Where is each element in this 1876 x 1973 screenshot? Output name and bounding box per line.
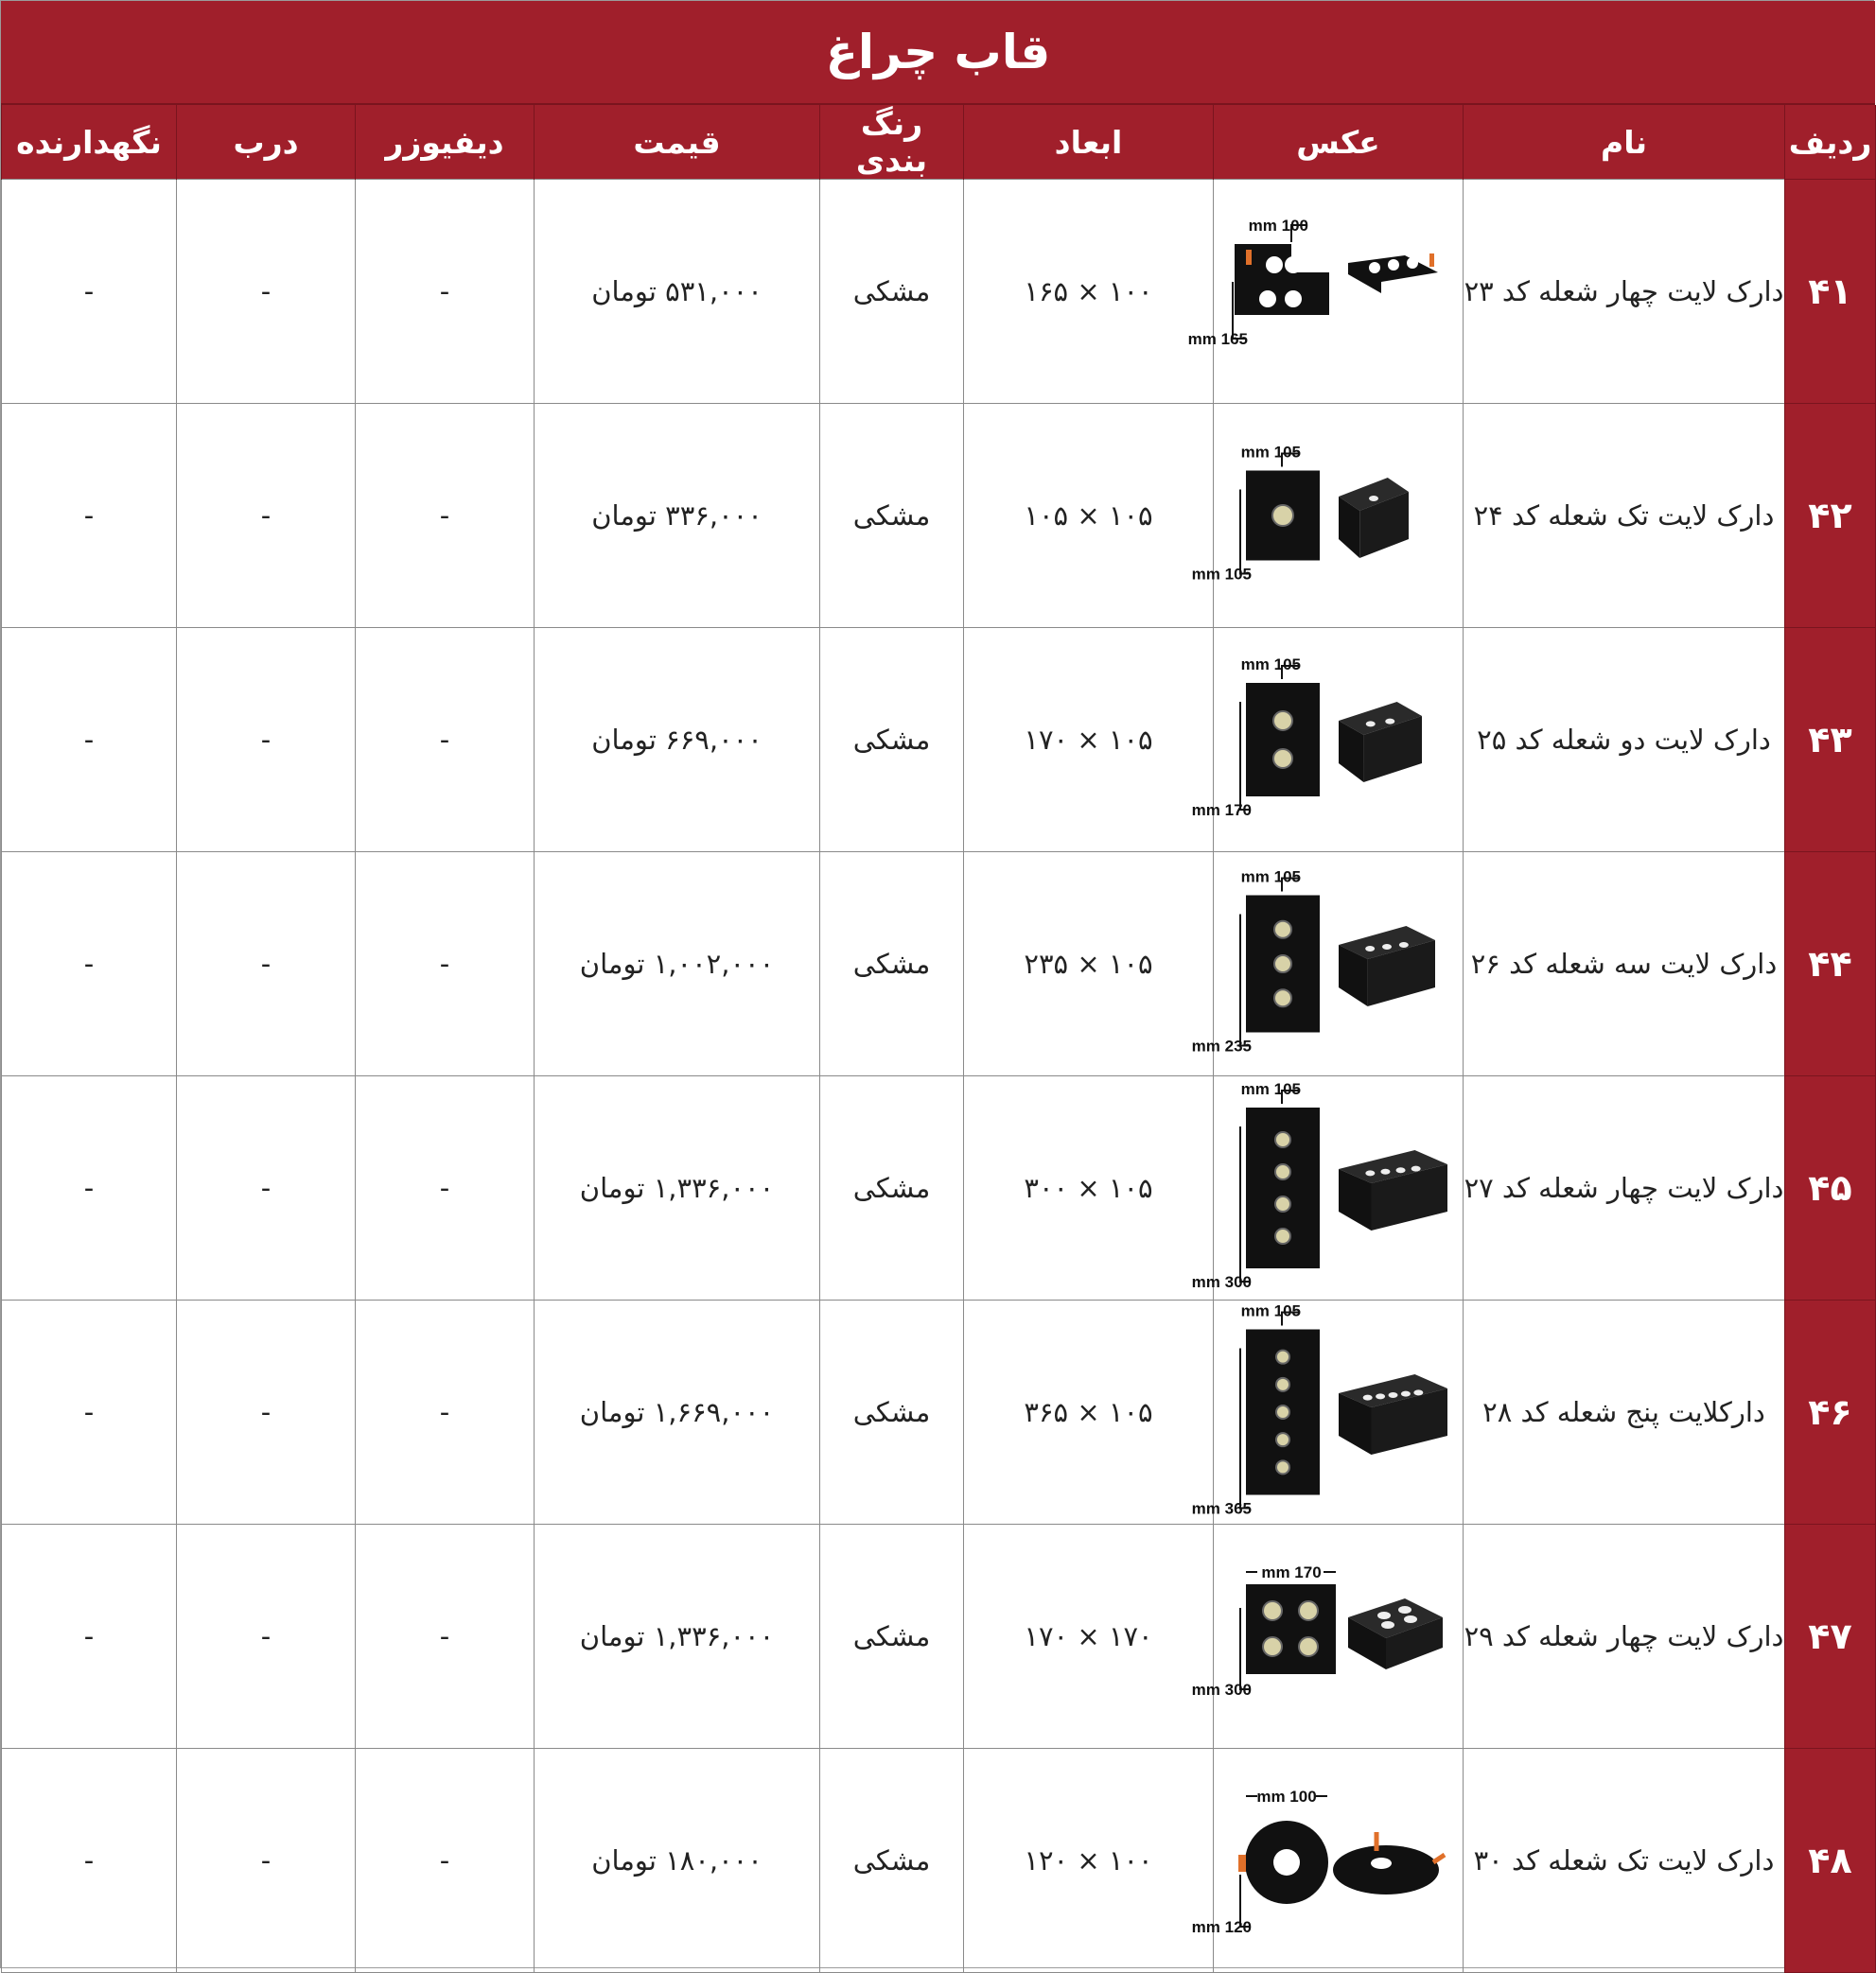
- product-holder: -: [2, 852, 177, 1076]
- product-color: مشکی: [820, 180, 964, 404]
- product-photo: [1191, 1076, 1464, 1301]
- product-name: دارک لایت سه شعله کد ۲۶: [1464, 852, 1785, 1076]
- led-icon: [1276, 1433, 1289, 1446]
- dimension-label: 105 mm: [1240, 1080, 1301, 1098]
- led-icon: [1273, 749, 1292, 768]
- dimension-label: 235 mm: [1191, 1037, 1252, 1056]
- table-row: [2, 1749, 1876, 1973]
- product-holder: -: [2, 1749, 177, 1973]
- product-color: مشکی: [820, 1301, 964, 1525]
- product-diffuser: -: [356, 180, 535, 404]
- col-header-row-no: ردیف: [1785, 105, 1876, 180]
- led-icon: [1276, 1460, 1289, 1474]
- product-diffuser: -: [356, 1749, 535, 1973]
- fixture-image: [1191, 636, 1452, 844]
- product-photo: [1191, 1301, 1464, 1525]
- table-row: [2, 404, 1876, 628]
- row-no-cell: ۴۱: [1785, 180, 1876, 404]
- led-icon: [1276, 1378, 1289, 1391]
- product-door: -: [177, 404, 356, 628]
- product-photo: [1191, 628, 1464, 852]
- col-header-price: قیمت: [535, 105, 820, 180]
- col-header-door: درب: [177, 105, 356, 180]
- product-door: -: [177, 1525, 356, 1749]
- dimension-label: 105 mm: [1240, 867, 1301, 886]
- table-title: قاب چراغ: [1, 1, 1875, 105]
- led-icon: [1299, 1637, 1318, 1656]
- fixture-image: [1191, 860, 1452, 1068]
- led-icon: [1273, 711, 1292, 730]
- product-color: مشکی: [820, 1076, 964, 1301]
- fixture-image: [1191, 1080, 1452, 1292]
- dimension-label: 105 mm: [1191, 565, 1252, 584]
- fixture-image: [1191, 1301, 1452, 1518]
- dimension-label: 165 mm: [1187, 330, 1248, 348]
- product-dimensions: ۱۰۰ × ۱۶۵: [964, 180, 1214, 404]
- product-diffuser: -: [356, 852, 535, 1076]
- product-dimensions: ۱۷۰ × ۱۷۰: [964, 1525, 1214, 1749]
- table-row: [2, 180, 1876, 404]
- table-row: [2, 1525, 1876, 1749]
- product-holder: -: [2, 1301, 177, 1525]
- product-price: ۱,۶۶۹,۰۰۰ تومان: [535, 1301, 820, 1525]
- table-row: [2, 1076, 1876, 1301]
- dimension-label: 170 mm: [1260, 1563, 1322, 1581]
- led-icon: [1274, 921, 1291, 938]
- col-header-name: نام: [1464, 105, 1785, 180]
- dimension-label: 105 mm: [1240, 655, 1301, 673]
- led-icon: [1276, 1406, 1289, 1419]
- led-icon: [1275, 1132, 1290, 1147]
- dimension-label: 170 mm: [1191, 801, 1252, 819]
- led-icon: [1299, 1601, 1318, 1620]
- fixture-image: [1187, 187, 1452, 395]
- product-holder: -: [2, 628, 177, 852]
- product-photo: [1191, 404, 1464, 628]
- led-icon: [1274, 955, 1291, 972]
- product-name: دارک لایت چهار شعله کد ۲۳: [1464, 180, 1785, 404]
- product-price: ۶۶۹,۰۰۰ تومان: [535, 628, 820, 852]
- product-diffuser: -: [356, 1076, 535, 1301]
- led-icon: [1272, 505, 1293, 526]
- dimension-label: 105 mm: [1240, 1301, 1301, 1320]
- product-diffuser: -: [356, 1301, 535, 1525]
- product-color: مشکی: [820, 1525, 964, 1749]
- product-holder: -: [2, 180, 177, 404]
- product-color: مشکی: [820, 404, 964, 628]
- product-price: ۳۳۶,۰۰۰ تومان: [535, 404, 820, 628]
- product-photo: [1191, 1749, 1464, 1973]
- product-name: دارک لایت تک شعله کد ۲۴: [1464, 404, 1785, 628]
- product-name: دارک لایت تک شعله کد ۳۰: [1464, 1749, 1785, 1973]
- product-dimensions: ۱۰۵ × ۱۷۰: [964, 628, 1214, 852]
- product-name: دارکلایت پنج شعله کد ۲۸: [1464, 1301, 1785, 1525]
- led-icon: [1274, 989, 1291, 1006]
- product-diffuser: -: [356, 628, 535, 852]
- dimension-label: 100 mm: [1248, 217, 1308, 235]
- product-door: -: [177, 1076, 356, 1301]
- led-icon: [1275, 1164, 1290, 1179]
- row-no-cell: ۴۶: [1785, 1301, 1876, 1525]
- product-price: ۱,۳۳۶,۰۰۰ تومان: [535, 1076, 820, 1301]
- row-no-cell: ۴۲: [1785, 404, 1876, 628]
- led-icon: [1263, 1637, 1282, 1656]
- product-dimensions: ۱۰۵ × ۲۳۵: [964, 852, 1214, 1076]
- col-header-dimensions: ابعاد: [964, 105, 1214, 180]
- row-no-cell: ۴۷: [1785, 1525, 1876, 1749]
- product-door: -: [177, 1301, 356, 1525]
- product-dimensions: ۱۰۵ × ۳۶۵: [964, 1301, 1214, 1525]
- product-door: -: [177, 852, 356, 1076]
- product-photo: [1191, 852, 1464, 1076]
- product-price: ۱,۳۳۶,۰۰۰ تومان: [535, 1525, 820, 1749]
- product-price: ۱,۰۰۲,۰۰۰ تومان: [535, 852, 820, 1076]
- header-row: [2, 105, 1876, 180]
- product-color: مشکی: [820, 852, 964, 1076]
- product-diffuser: -: [356, 1525, 535, 1749]
- led-icon: [1275, 1229, 1290, 1244]
- product-name: دارک لایت چهار شعله کد ۲۷: [1464, 1076, 1785, 1301]
- col-header-photo: عکس: [1214, 105, 1464, 180]
- dimension-label: 120 mm: [1191, 1918, 1252, 1936]
- led-icon: [1275, 1196, 1290, 1212]
- product-dimensions: ۱۰۰ × ۱۲۰: [964, 1749, 1214, 1973]
- row-no-cell: ۴۸: [1785, 1749, 1876, 1973]
- col-header-holder: نگهدارنده: [2, 105, 177, 180]
- product-table: [1, 105, 1876, 1973]
- dimension-label: 365 mm: [1191, 1499, 1252, 1518]
- dimension-label: 105 mm: [1240, 443, 1301, 462]
- product-photo: [1187, 180, 1464, 404]
- led-icon: [1263, 1601, 1282, 1620]
- fixture-image: [1191, 1532, 1452, 1740]
- table-row: [2, 628, 1876, 852]
- product-diffuser: -: [356, 404, 535, 628]
- led-icon: [1276, 1351, 1289, 1364]
- product-color: مشکی: [820, 628, 964, 852]
- table-row: [2, 852, 1876, 1076]
- row-no-cell: ۴۴: [1785, 852, 1876, 1076]
- col-header-color: رنگ بندی: [820, 105, 964, 180]
- product-dimensions: ۱۰۵ × ۳۰۰: [964, 1076, 1214, 1301]
- product-holder: -: [2, 1076, 177, 1301]
- dimension-label: 300 mm: [1191, 1681, 1252, 1699]
- product-door: -: [177, 180, 356, 404]
- product-photo: [1191, 1525, 1464, 1749]
- fixture-image: [1191, 1756, 1452, 1964]
- product-color: مشکی: [820, 1749, 964, 1973]
- col-header-diffuser: دیفیوزر: [356, 105, 535, 180]
- row-no-cell: ۴۳: [1785, 628, 1876, 852]
- fixture-image: [1191, 411, 1452, 620]
- product-holder: -: [2, 404, 177, 628]
- dimension-label: 100 mm: [1255, 1788, 1317, 1806]
- product-door: -: [177, 1749, 356, 1973]
- product-name: دارک لایت دو شعله کد ۲۵: [1464, 628, 1785, 852]
- product-price: ۱۸۰,۰۰۰ تومان: [535, 1749, 820, 1973]
- product-price: ۵۳۱,۰۰۰ تومان: [535, 180, 820, 404]
- product-holder: -: [2, 1525, 177, 1749]
- product-name: دارک لایت چهار شعله کد ۲۹: [1464, 1525, 1785, 1749]
- row-no-cell: ۴۵: [1785, 1076, 1876, 1301]
- table-row: [2, 1301, 1876, 1525]
- product-dimensions: ۱۰۵ × ۱۰۵: [964, 404, 1214, 628]
- dimension-label: 300 mm: [1191, 1273, 1252, 1291]
- product-door: -: [177, 628, 356, 852]
